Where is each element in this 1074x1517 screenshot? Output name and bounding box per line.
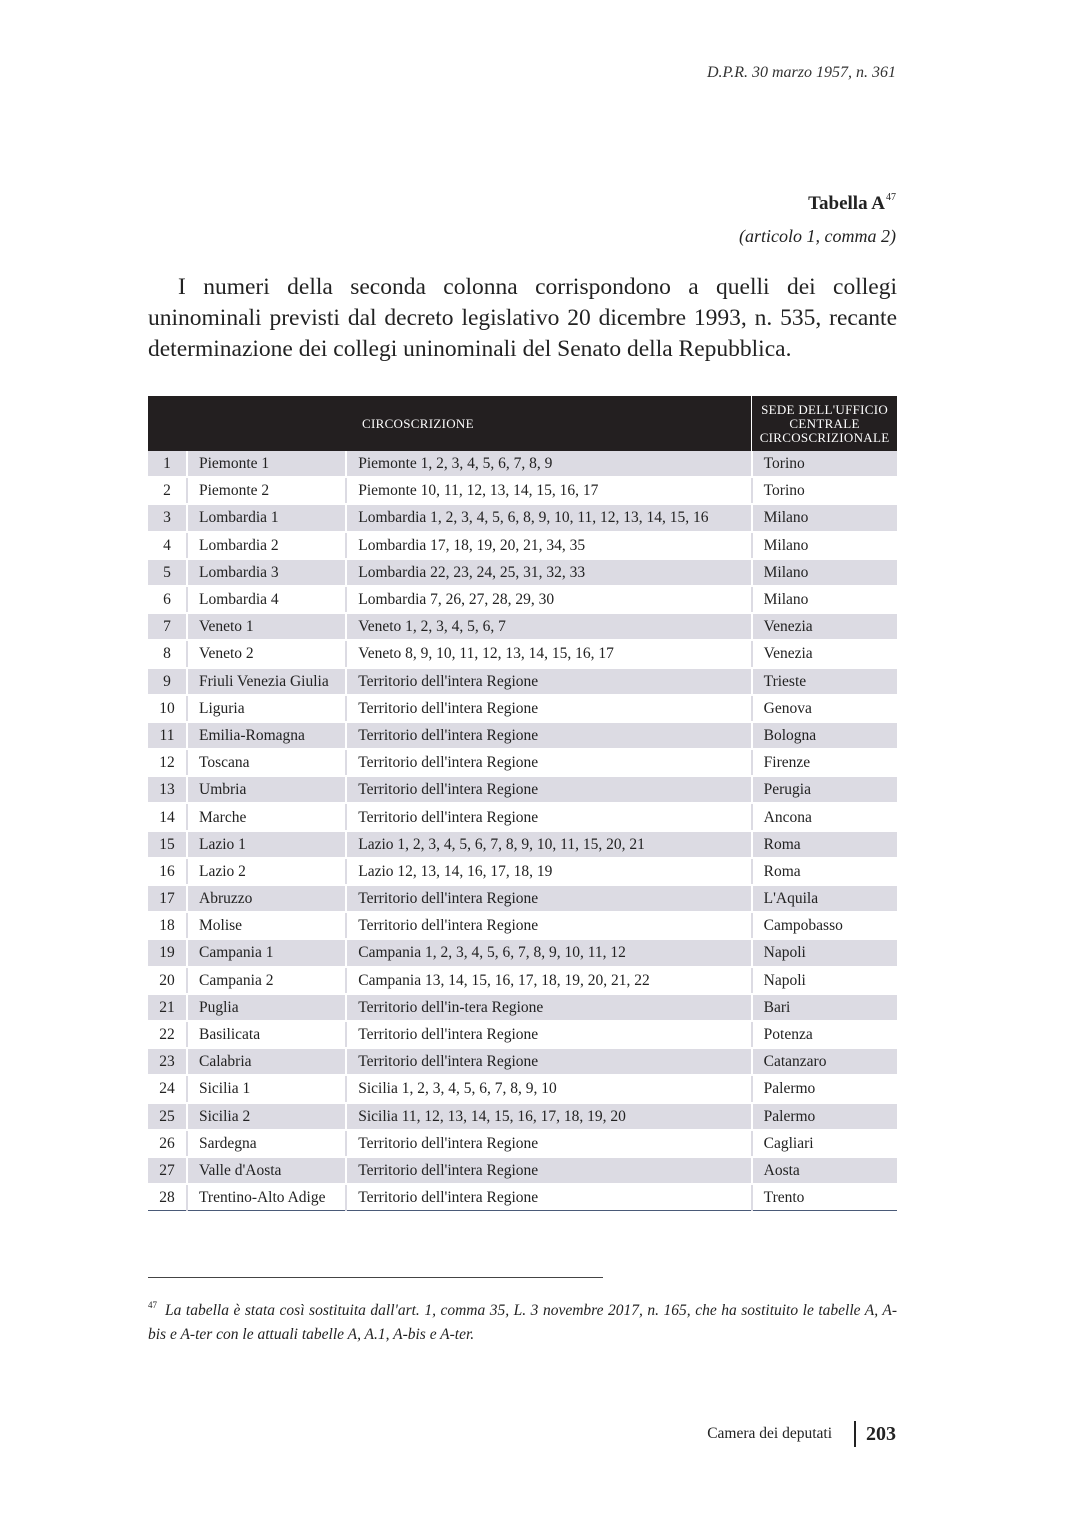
circoscrizione-name: Sardegna xyxy=(187,1130,346,1157)
sede-ufficio: Torino xyxy=(752,451,897,477)
collegi-list: Lombardia 17, 18, 19, 20, 21, 34, 35 xyxy=(346,532,751,559)
footnote-text: La tabella è stata così sostituita dall'art. 1, comma 35, L. 3 novembre 2017, n. 165, che ha sostituito le tabelle A, A-bis e A-ter con le attuali tabelle A, A.1, A-bis e A-ter. xyxy=(148,1302,897,1343)
table-row xyxy=(148,477,897,504)
publisher-name: Camera dei deputati xyxy=(707,1425,832,1442)
intro-paragraph: I numeri della seconda colonna corrispondono a quelli dei collegi uninominali previsti dal decreto legislativo 20 dicembre 1993, n. 535, recante determinazione dei collegi uninominali del Senato della Repubblica. xyxy=(148,274,897,362)
sede-ufficio: Ancona xyxy=(752,803,897,830)
table-row xyxy=(148,504,897,531)
table-row xyxy=(148,559,897,586)
sede-ufficio: Catanzaro xyxy=(752,1048,897,1075)
circoscrizione-name: Umbria xyxy=(187,776,346,803)
table-label: Tabella A xyxy=(808,193,885,214)
sede-ufficio: Torino xyxy=(752,477,897,504)
row-number: 1 xyxy=(148,451,187,477)
collegi-list: Lazio 12, 13, 14, 16, 17, 18, 19 xyxy=(346,858,751,885)
header-sede xyxy=(752,396,897,451)
table-subtitle: (articolo 1, comma 2) xyxy=(739,226,896,246)
row-number: 25 xyxy=(148,1103,187,1130)
table-row xyxy=(148,831,897,858)
circoscrizione-name: Toscana xyxy=(187,749,346,776)
collegi-list: Territorio dell'intera Regione xyxy=(346,722,751,749)
sede-ufficio: Firenze xyxy=(752,749,897,776)
collegi-list: Territorio dell'in-tera Regione xyxy=(346,994,751,1021)
table-row xyxy=(148,1103,897,1130)
table-row xyxy=(148,1130,897,1157)
collegi-list: Campania 1, 2, 3, 4, 5, 6, 7, 8, 9, 10, 11, 12 xyxy=(346,939,751,966)
circoscrizione-name: Trentino-Alto Adige xyxy=(187,1184,346,1211)
circoscrizione-name: Lazio 1 xyxy=(187,831,346,858)
table-body xyxy=(148,451,897,1211)
table-row xyxy=(148,722,897,749)
circoscrizione-name: Lombardia 2 xyxy=(187,532,346,559)
collegi-list: Lombardia 1, 2, 3, 4, 5, 6, 8, 9, 10, 11, 12, 13, 14, 15, 16 xyxy=(346,504,751,531)
table-row xyxy=(148,776,897,803)
collegi-list: Territorio dell'intera Regione xyxy=(346,912,751,939)
circoscrizione-name: Calabria xyxy=(187,1048,346,1075)
circoscrizione-name: Marche xyxy=(187,803,346,830)
table-row xyxy=(148,586,897,613)
table-row xyxy=(148,1048,897,1075)
row-number: 19 xyxy=(148,939,187,966)
table-row xyxy=(148,668,897,695)
row-number: 28 xyxy=(148,1184,187,1211)
sede-ufficio: Campobasso xyxy=(752,912,897,939)
sede-ufficio: Milano xyxy=(752,504,897,531)
collegi-list: Territorio dell'intera Regione xyxy=(346,749,751,776)
collegi-list: Piemonte 1, 2, 3, 4, 5, 6, 7, 8, 9 xyxy=(346,451,751,477)
table-row xyxy=(148,885,897,912)
circoscrizione-name: Piemonte 2 xyxy=(187,477,346,504)
circoscrizione-name: Basilicata xyxy=(187,1021,346,1048)
footnote-reference: 47 xyxy=(886,192,896,203)
row-number: 24 xyxy=(148,1075,187,1102)
circoscrizione-name: Veneto 2 xyxy=(187,640,346,667)
collegi-list: Lombardia 22, 23, 24, 25, 31, 32, 33 xyxy=(346,559,751,586)
footnote-rule xyxy=(148,1277,603,1278)
circoscrizione-name: Valle d'Aosta xyxy=(187,1157,346,1184)
circoscrizione-name: Liguria xyxy=(187,695,346,722)
page-number: 203 xyxy=(866,1422,896,1445)
sede-ufficio: Genova xyxy=(752,695,897,722)
row-number: 8 xyxy=(148,640,187,667)
running-head: D.P.R. 30 marzo 1957, n. 361 xyxy=(706,64,896,81)
table-row xyxy=(148,1021,897,1048)
row-number: 6 xyxy=(148,586,187,613)
collegi-list: Territorio dell'intera Regione xyxy=(346,1021,751,1048)
table-row xyxy=(148,994,897,1021)
collegi-list: Territorio dell'intera Regione xyxy=(346,1048,751,1075)
collegi-list: Sicilia 1, 2, 3, 4, 5, 6, 7, 8, 9, 10 xyxy=(346,1075,751,1102)
row-number: 27 xyxy=(148,1157,187,1184)
collegi-list: Veneto 1, 2, 3, 4, 5, 6, 7 xyxy=(346,613,751,640)
table-row xyxy=(148,967,897,994)
row-number: 10 xyxy=(148,695,187,722)
sede-ufficio: Venezia xyxy=(752,640,897,667)
collegi-list: Territorio dell'intera Regione xyxy=(346,695,751,722)
footnote xyxy=(148,1293,897,1347)
table-header-row xyxy=(148,396,897,451)
table-row xyxy=(148,1075,897,1102)
row-number: 7 xyxy=(148,613,187,640)
circoscrizione-name: Lombardia 1 xyxy=(187,504,346,531)
row-number: 20 xyxy=(148,967,187,994)
table-row xyxy=(148,939,897,966)
table-row xyxy=(148,803,897,830)
sede-ufficio: Trieste xyxy=(752,668,897,695)
row-number: 26 xyxy=(148,1130,187,1157)
circoscrizioni-table xyxy=(148,396,897,1211)
sede-ufficio: Aosta xyxy=(752,1157,897,1184)
sede-ufficio: Potenza xyxy=(752,1021,897,1048)
sede-ufficio: Roma xyxy=(752,858,897,885)
sede-ufficio: L'Aquila xyxy=(752,885,897,912)
row-number: 16 xyxy=(148,858,187,885)
row-number: 11 xyxy=(148,722,187,749)
sede-ufficio: Palermo xyxy=(752,1075,897,1102)
collegi-list: Sicilia 11, 12, 13, 14, 15, 16, 17, 18, 19, 20 xyxy=(346,1103,751,1130)
circoscrizione-name: Lombardia 3 xyxy=(187,559,346,586)
table-row xyxy=(148,640,897,667)
footnote-mark: 47 xyxy=(148,1300,157,1310)
sede-ufficio: Trento xyxy=(752,1184,897,1211)
sede-ufficio: Palermo xyxy=(752,1103,897,1130)
row-number: 18 xyxy=(148,912,187,939)
table-row xyxy=(148,613,897,640)
table-title xyxy=(739,185,896,251)
row-number: 14 xyxy=(148,803,187,830)
circoscrizione-name: Puglia xyxy=(187,994,346,1021)
table-row xyxy=(148,858,897,885)
row-number: 4 xyxy=(148,532,187,559)
row-number: 17 xyxy=(148,885,187,912)
circoscrizione-name: Veneto 1 xyxy=(187,613,346,640)
sede-ufficio: Bari xyxy=(752,994,897,1021)
circoscrizione-name: Sicilia 1 xyxy=(187,1075,346,1102)
circoscrizione-name: Piemonte 1 xyxy=(187,451,346,477)
circoscrizione-name: Friuli Venezia Giulia xyxy=(187,668,346,695)
circoscrizione-name: Campania 1 xyxy=(187,939,346,966)
sede-ufficio: Perugia xyxy=(752,776,897,803)
table-row xyxy=(148,695,897,722)
collegi-list: Territorio dell'intera Regione xyxy=(346,803,751,830)
sede-ufficio: Venezia xyxy=(752,613,897,640)
sede-ufficio: Milano xyxy=(752,586,897,613)
circoscrizione-name: Molise xyxy=(187,912,346,939)
sede-ufficio: Bologna xyxy=(752,722,897,749)
footer-divider xyxy=(854,1421,856,1447)
table-row xyxy=(148,451,897,477)
row-number: 3 xyxy=(148,504,187,531)
row-number: 23 xyxy=(148,1048,187,1075)
header-sede-line: SEDE DELL'UFFICIO xyxy=(761,401,889,417)
table-row xyxy=(148,532,897,559)
sede-ufficio: Milano xyxy=(752,559,897,586)
sede-ufficio: Napoli xyxy=(752,967,897,994)
collegi-list: Lazio 1, 2, 3, 4, 5, 6, 7, 8, 9, 10, 11, 15, 20, 21 xyxy=(346,831,751,858)
sede-ufficio: Milano xyxy=(752,532,897,559)
circoscrizione-name: Abruzzo xyxy=(187,885,346,912)
header-circoscrizione: CIRCOSCRIZIONE xyxy=(148,396,752,451)
header-sede-line: CIRCOSCRIZIONALE xyxy=(759,429,890,445)
circoscrizione-name: Campania 2 xyxy=(187,967,346,994)
row-number: 9 xyxy=(148,668,187,695)
circoscrizione-name: Lombardia 4 xyxy=(187,586,346,613)
row-number: 13 xyxy=(148,776,187,803)
collegi-list: Lombardia 7, 26, 27, 28, 29, 30 xyxy=(346,586,751,613)
row-number: 21 xyxy=(148,994,187,1021)
row-number: 15 xyxy=(148,831,187,858)
row-number: 5 xyxy=(148,559,187,586)
table-row xyxy=(148,912,897,939)
sede-ufficio: Roma xyxy=(752,831,897,858)
circoscrizione-name: Lazio 2 xyxy=(187,858,346,885)
collegi-list: Territorio dell'intera Regione xyxy=(346,668,751,695)
header-sede-line: CENTRALE xyxy=(789,415,860,431)
collegi-list: Territorio dell'intera Regione xyxy=(346,1184,751,1211)
row-number: 12 xyxy=(148,749,187,776)
circoscrizione-name: Sicilia 2 xyxy=(187,1103,346,1130)
row-number: 22 xyxy=(148,1021,187,1048)
sede-ufficio: Cagliari xyxy=(752,1130,897,1157)
collegi-list: Territorio dell'intera Regione xyxy=(346,1157,751,1184)
collegi-list: Territorio dell'intera Regione xyxy=(346,776,751,803)
collegi-list: Piemonte 10, 11, 12, 13, 14, 15, 16, 17 xyxy=(346,477,751,504)
table-row xyxy=(148,1157,897,1184)
row-number: 2 xyxy=(148,477,187,504)
sede-ufficio: Napoli xyxy=(752,939,897,966)
collegi-list: Territorio dell'intera Regione xyxy=(346,1130,751,1157)
table-row xyxy=(148,1184,897,1211)
circoscrizione-name: Emilia-Romagna xyxy=(187,722,346,749)
page-footer xyxy=(707,1420,896,1448)
collegi-list: Veneto 8, 9, 10, 11, 12, 13, 14, 15, 16, 17 xyxy=(346,640,751,667)
table-row xyxy=(148,749,897,776)
collegi-list: Territorio dell'intera Regione xyxy=(346,885,751,912)
table-title-label xyxy=(739,185,896,217)
collegi-list: Campania 13, 14, 15, 16, 17, 18, 19, 20, 21, 22 xyxy=(346,967,751,994)
